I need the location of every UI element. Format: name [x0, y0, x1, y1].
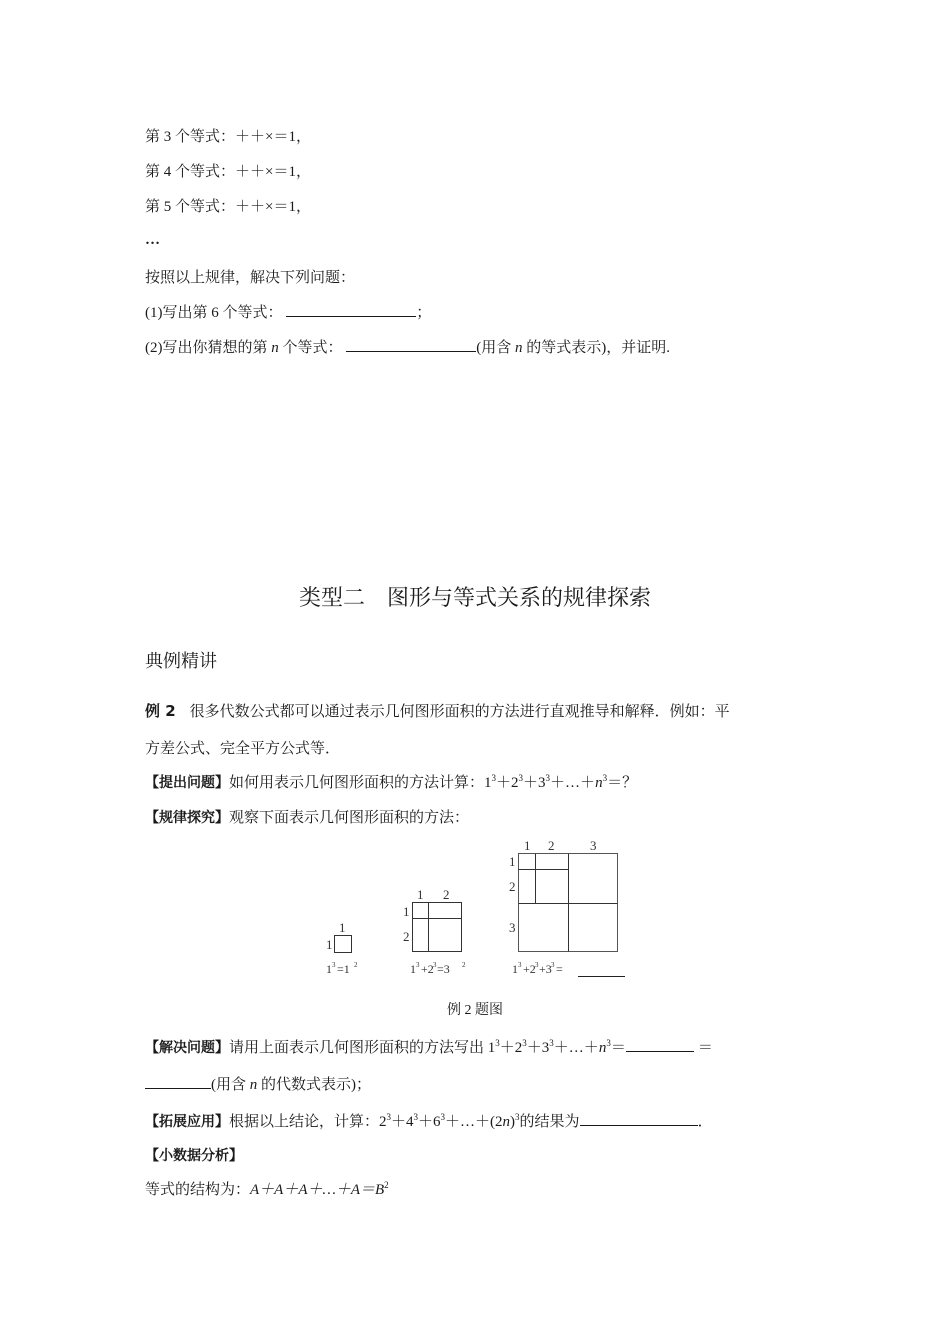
equation-label: 第 5 个等式：: [145, 199, 236, 215]
answer-blank-q2[interactable]: [346, 337, 476, 352]
formula-var: n: [595, 775, 603, 791]
svg-text:+3: +3: [539, 962, 552, 976]
svg-text:1: 1: [326, 937, 333, 952]
formula-part: ＋3: [523, 775, 546, 791]
svg-text:3: 3: [332, 961, 336, 969]
ask-text: 如何用表示几何图形面积的方法计算：: [229, 775, 485, 791]
analysis-label: 【小数据分析】: [145, 1148, 243, 1164]
formula-exp: 3: [518, 773, 524, 783]
formula-exp: 3: [440, 1112, 446, 1122]
formula-part: ＝？: [607, 775, 638, 791]
q2-middle: 个等式：: [278, 340, 343, 356]
svg-text:1: 1: [326, 962, 332, 976]
answer-blank-solve-2[interactable]: [145, 1074, 211, 1089]
svg-text:2: 2: [462, 961, 466, 969]
svg-text:3: 3: [551, 961, 555, 969]
formula-exp: 3: [602, 773, 608, 783]
svg-text:=1: =1: [337, 962, 350, 976]
formula-part: ＋…＋(2: [445, 1114, 503, 1130]
formula-part: ＝: [610, 1040, 626, 1056]
analysis-formula: A＋A＋A＋…＋A＝B: [250, 1182, 385, 1198]
q2-suffix-a: (用含: [476, 340, 516, 356]
equation-expr: ＋＋×＝1，: [235, 164, 311, 180]
equation-expr: ＋＋×＝1，: [235, 199, 311, 215]
equation-5: [145, 197, 311, 217]
q1-suffix: ；: [416, 305, 432, 321]
formula-part: 1: [487, 1040, 496, 1056]
answer-blank-q1[interactable]: [286, 302, 416, 317]
solve-line2-var: n: [249, 1077, 258, 1093]
extend-question: [145, 1111, 713, 1132]
svg-text:=3: =3: [437, 962, 450, 976]
analysis-structure: [145, 1180, 389, 1200]
formula-exp: 3: [606, 1038, 611, 1048]
instruction: 按照以上规律，解决下列问题：: [145, 270, 356, 286]
explore-label: 【规律探究】: [145, 810, 229, 826]
section-title: 类型二 图形与等式关系的规律探索: [298, 586, 651, 611]
question-1: [145, 302, 431, 323]
svg-text:1: 1: [509, 854, 516, 869]
solve-text: 请用上面表示几何图形面积的方法写出: [229, 1040, 488, 1056]
svg-text:=: =: [556, 962, 563, 976]
formula-part: ＋4: [391, 1114, 414, 1130]
formula-exp: 3: [549, 1038, 554, 1048]
svg-text:1: 1: [524, 838, 531, 853]
formula-exp: 3: [413, 1112, 419, 1122]
svg-text:2: 2: [509, 879, 516, 894]
example-intro-line2: 方差公式、完全平方公式等．: [145, 741, 341, 757]
formula-part: ＋…＋: [553, 1040, 599, 1056]
ask-question: [145, 773, 637, 793]
svg-text:2: 2: [443, 887, 450, 902]
svg-text:+2: +2: [523, 962, 536, 976]
svg-text:2: 2: [548, 838, 555, 853]
equation-3: [145, 127, 311, 147]
extend-end: ．: [697, 1114, 713, 1130]
example-intro-line1: [145, 701, 730, 722]
svg-text:2: 2: [403, 929, 410, 944]
ask-label: 【提出问题】: [145, 775, 229, 791]
question-2: [145, 337, 670, 358]
square-1-2: [413, 903, 462, 952]
explore-text: 观察下面表示几何图形面积的方法：: [229, 810, 470, 826]
equation-label: 第 3 个等式：: [145, 129, 236, 145]
solve-line2-b: 的代数式表示)；: [257, 1077, 371, 1093]
square-1: [335, 936, 352, 953]
solve-label: 【解决问题】: [145, 1040, 229, 1056]
extend-label: 【拓展应用】: [145, 1114, 229, 1130]
ellipsis: …: [145, 232, 160, 248]
equation-4: [145, 162, 311, 182]
svg-text:1: 1: [512, 962, 518, 976]
extend-text: 根据以上结论，计算：: [229, 1114, 380, 1130]
figure-caption: 例 2 题图: [447, 1003, 503, 1018]
formula-part: ＋6: [418, 1114, 441, 1130]
svg-text:1: 1: [403, 904, 410, 919]
example-intro-text: 很多代数公式都可以通过表示几何图形面积的方法进行直观推导和解释．例如：平: [189, 704, 730, 720]
formula-var: n: [502, 1114, 511, 1130]
solve-line2-a: (用含: [211, 1077, 250, 1093]
svg-text:3: 3: [518, 961, 522, 969]
answer-blank-solve-1[interactable]: [626, 1037, 694, 1052]
svg-text:2: 2: [354, 961, 358, 969]
formula-part: ＋3: [526, 1040, 550, 1056]
subheading: 典例精讲: [145, 651, 217, 672]
square-1-2-3: [519, 854, 618, 952]
svg-text:1: 1: [410, 962, 416, 976]
formula-exp: 3: [522, 1038, 527, 1048]
formula-var: n: [598, 1040, 607, 1056]
example-label: 例 2: [145, 702, 176, 720]
formula-part: ＋…＋: [550, 775, 596, 791]
q2-suffix-var: n: [515, 340, 523, 356]
q2-suffix-b: 的等式表示)，并证明.: [522, 340, 671, 356]
equation-expr: ＋＋×＝1，: [235, 129, 311, 145]
formula-part: ): [510, 1114, 516, 1130]
analysis-heading: [145, 1146, 243, 1166]
formula-part: 1: [484, 775, 492, 791]
svg-text:3: 3: [416, 961, 420, 969]
svg-text:3: 3: [535, 961, 539, 969]
formula-exp: 3: [491, 773, 497, 783]
formula-part: ＋2: [496, 775, 519, 791]
formula-part: 2: [379, 1114, 387, 1130]
solve-line2: [145, 1074, 371, 1095]
solve-question: [145, 1037, 713, 1058]
formula-exp: 3: [545, 773, 551, 783]
equation-label: 第 4 个等式：: [145, 164, 236, 180]
svg-text:3: 3: [590, 838, 597, 853]
svg-text:1: 1: [417, 887, 424, 902]
svg-text:3: 3: [509, 920, 516, 935]
q2-var: n: [271, 340, 279, 356]
eq-sign: ＝: [697, 1040, 713, 1056]
svg-text:3: 3: [433, 961, 437, 969]
svg-text:1: 1: [339, 920, 346, 935]
q2-prefix: (2)写出你猜想的第: [145, 340, 272, 356]
formula-exp: 3: [495, 1038, 500, 1048]
formula-part: ＋2: [499, 1040, 523, 1056]
analysis-exp: 2: [384, 1180, 389, 1190]
extend-suffix: 的结果为: [519, 1114, 580, 1130]
explore-rule: [145, 808, 469, 828]
formula-exp: 3: [515, 1112, 520, 1122]
analysis-text: 等式的结构为：: [145, 1182, 251, 1198]
svg-text:+2: +2: [421, 962, 434, 976]
q1-prefix: (1)写出第 6 个等式：: [145, 305, 283, 321]
formula-exp: 3: [386, 1112, 392, 1122]
answer-blank-extend[interactable]: [580, 1111, 698, 1126]
